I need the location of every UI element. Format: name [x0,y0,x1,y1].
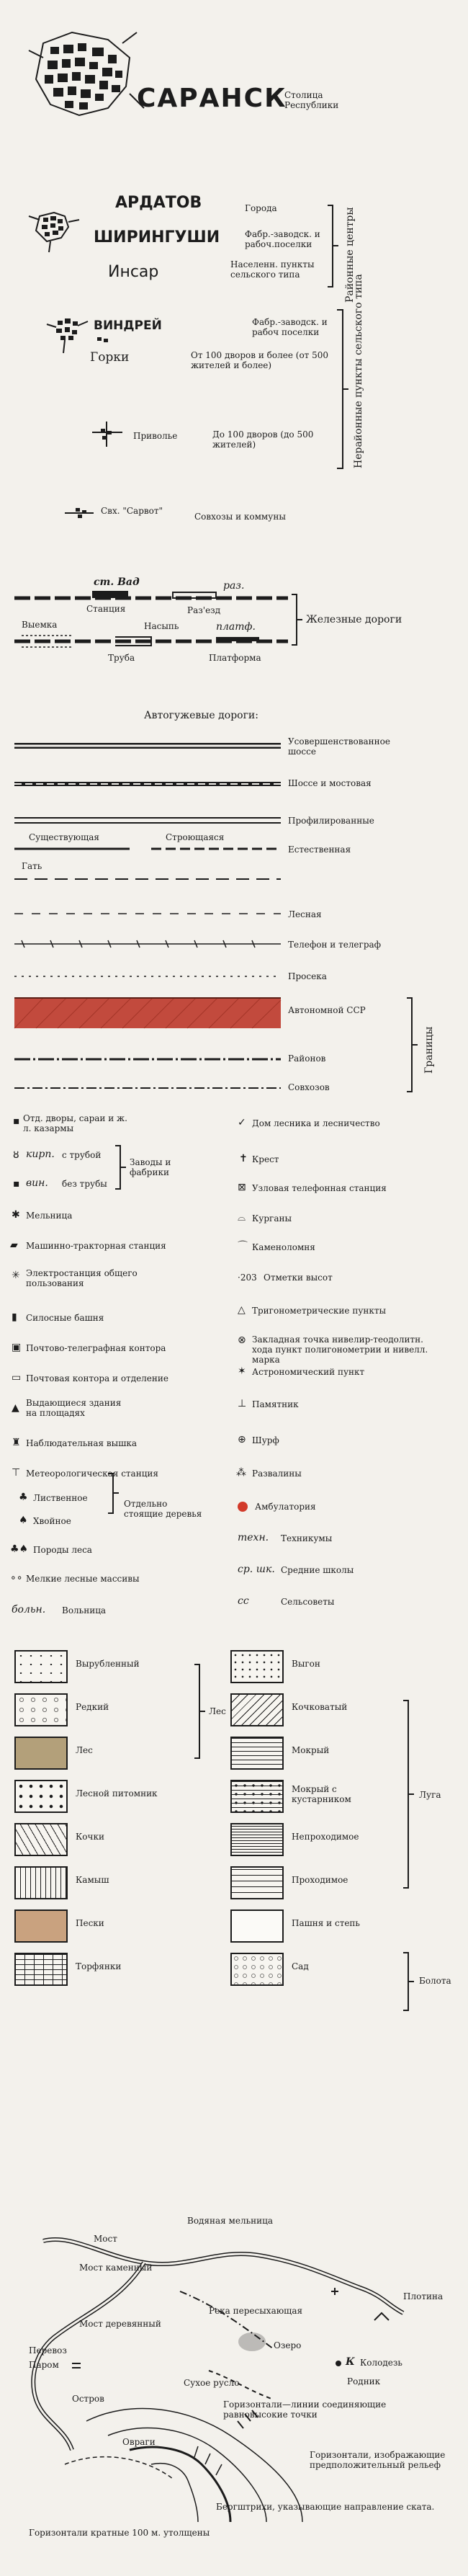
hydro-dam: Плотина [403,2291,444,2301]
railways-group-label: Железные дороги [306,614,402,625]
station-name: ст. Вад [94,576,140,588]
hydro-bergstrich: Бергштрихи, указывающие направление ската. [216,2502,435,2512]
road-symbols [14,746,281,976]
sym-hospital-abbr: больн. [12,1604,46,1615]
sym-power-station: Электростанция общего пользования [26,1268,138,1288]
border-assr: Автономной ССР [288,1005,366,1015]
sym-forest-species: Породы леса [33,1545,92,1555]
nonrayon-name-privolye: Приволье [133,431,178,441]
sym-elevation: Отметки высот [264,1273,333,1283]
sym-school: Средние школы [281,1565,354,1575]
sym-astronomic: Астрономический пункт [252,1367,365,1377]
cross-icon: ✝ [239,1153,248,1164]
veg-passable-box [230,1866,284,1899]
hydro-lake: Озеро [274,2340,302,2350]
borders-group-label: Границы [423,1026,435,1074]
trig-point-icon: △ [238,1304,246,1316]
rayon-center-symbol [29,213,79,252]
roads-title: Автогужевые дороги: [144,710,258,721]
road-gat: Гать [22,861,42,871]
veg-nursery: Лесной питомник [76,1788,158,1799]
sym-selsovet: Сельсоветы [281,1597,335,1607]
hydro-index-contours: Горизонтали кратные 100 м. утолщены [29,2528,210,2538]
sym-kurgan: Курганы [252,1213,292,1224]
hydro-drying-river: Река пересыхающая [209,2306,303,2316]
silo-icon: ▮ [12,1311,17,1323]
road-natural: Естественная [288,844,351,855]
veg-hummocks-box [14,1823,68,1856]
sovkhoz-name: Свх. "Сарвот" [101,506,163,516]
veg-group-meadows: Луга [419,1790,441,1800]
platform-name: платф. [216,621,256,633]
ruins-icon: ⁂ [236,1467,246,1479]
sym-brick: кирп. [26,1149,55,1160]
embankment-label: Насыпь [144,621,179,631]
sym-small-forest: Мелкие лесные массивы [26,1574,140,1584]
rayon-group-label: Районные центры [344,207,356,303]
sym-watchtower: Наблюдательная вышка [26,1438,138,1448]
forest-species-icon: ♣♠ [10,1543,29,1555]
sym-post-office: Почтовая контора и отделение [26,1373,169,1383]
border-rayon: Районов [288,1053,326,1064]
hydro-contours: Горизонтали—линии соединяющие равновысокие точки [223,2399,387,2420]
ambulance-icon [238,1502,248,1512]
rayon-name-ardatov: АРДАТОВ [115,194,202,212]
sym-school-abbr: ср. шк. [238,1564,275,1575]
weather-station-icon: ⊤ [12,1467,21,1479]
veg-garden: Сад [292,1961,309,1971]
veg-peat-box [14,1953,68,1986]
quarry-icon: ⌒ [238,1241,248,1252]
hydro-spring: Родник [347,2376,381,2386]
hydro-watermill: Водяная мельница [187,2216,273,2226]
veg-cleared-box [14,1650,68,1683]
border-sovkhoz: Совхозов [288,1082,330,1092]
sym-trig: Тригонометрические пункты [252,1306,387,1316]
hydro-ferry-crossing: Перевоз [29,2345,67,2356]
telephone-station-icon: ⊠ [238,1182,246,1193]
sym-with-chimney: с трубой [62,1150,102,1160]
road-profiled: Профилированные [288,816,374,826]
razezd-name: раз. [223,580,245,592]
elevation-mark-icon: ·203 [238,1273,257,1283]
road-clearing: Просека [288,971,327,981]
veg-hummocky: Кочковатый [292,1702,348,1712]
veg-wet-shrub-box [230,1780,284,1813]
sym-mill: Мельница [26,1211,73,1221]
power-station-icon: ✳ [12,1270,20,1281]
factory-chimney-icon: ȣ [13,1149,19,1161]
station-label: Станция [86,604,126,614]
sym-without-chimney: без трубы [62,1179,107,1189]
nonrayon-group-label: Нерайонные пункты сельского типа [353,274,364,468]
veg-arable-box [230,1909,284,1943]
post-telegraph-icon: ▣ [12,1342,22,1353]
veg-sparse: Редкий [76,1702,109,1712]
veg-sand-box [14,1909,68,1943]
monument-icon: ⊥ [238,1398,247,1409]
veg-passable: Проходимое [292,1875,348,1885]
shaft-icon: ⊕ [238,1434,246,1445]
hydro-dry-bed: Сухое русло [184,2378,240,2388]
sym-cross: Крест [252,1154,279,1164]
rayon-name-insar: Инсар [108,263,159,281]
veg-forest: Лес [76,1745,93,1755]
sym-single-trees: Отдельно стоящие деревья [124,1499,202,1519]
veg-reeds: Камыш [76,1875,109,1885]
nonrayon-label-small: До 100 дворов (до 500 жителей) [212,429,314,450]
rayon-label-factory: Фабр.-заводск. и рабоч.поселки [245,229,320,249]
veg-left-group: Лес [209,1706,226,1716]
hydro-wooden-bridge: Мост деревянный [79,2319,161,2329]
sym-notable-building: Выдающиеся здания на площадях [26,1398,122,1418]
culvert-label: Труба [108,653,135,663]
platform-label: Платформа [209,653,261,663]
sym-monument: Памятник [252,1399,299,1409]
nonrayon-name-gorki: Горки [90,350,130,365]
tractor-station-icon: ▰ [10,1239,18,1251]
sym-distillery: вин. [26,1177,48,1189]
nonrayon-name-vindrey: ВИНДРЕЙ [94,318,162,333]
hydro-ravines: Овраги [122,2437,156,2447]
sym-tech: Техникумы [281,1533,333,1543]
veg-sparse-box [14,1693,68,1726]
deciduous-tree-icon: ♣ [19,1492,28,1503]
veg-pasture-box [230,1650,284,1683]
veg-forest-box [14,1737,68,1770]
sovkhoz-symbol [65,508,94,518]
sym-mts: Машинно-тракторная станция [26,1241,166,1251]
forester-house-icon: ✓ [238,1117,246,1128]
small-forest-icon: ∘∘ [10,1572,23,1584]
veg-reeds-box [14,1866,68,1899]
rayon-label-cities: Города [245,203,277,213]
hydro-approx-contours: Горизонтали, изображающие предположительный рельеф [310,2450,446,2470]
sym-conifer: Хвойное [33,1516,71,1526]
watchtower-icon: ♜ [12,1437,21,1448]
road-existing: Существующая [29,832,100,842]
conifer-tree-icon: ♠ [19,1515,28,1526]
rayon-label-rural: Населенн. пункты сельского типа [230,259,315,280]
capital-name: САРАНСК [137,84,287,113]
rayon-name-shiringushi: ШИРИНГУШИ [94,228,220,246]
veg-group-swamps: Болота [419,1976,451,1986]
sym-hospital: Вольница [62,1605,107,1615]
hydro-ferry: Паром [29,2360,59,2370]
road-under-construction: Строющаяся [166,832,225,842]
veg-sand: Пески [76,1918,104,1928]
factory-icon: ▪ [13,1178,20,1190]
sym-silo: Силосные башня [26,1313,104,1323]
veg-wet: Мокрый [292,1745,330,1755]
road-telephone: Телефон и телеграф [288,940,382,950]
sym-selsovet-abbr: сс [238,1595,249,1607]
sym-weather: Метеорологическая станция [26,1469,158,1479]
notable-building-icon: ▲ [12,1402,19,1414]
capital-label: Столица Республики [284,90,339,110]
veg-arable: Пашня и степь [292,1918,360,1928]
sym-ambulance: Амбулатория [255,1502,316,1512]
sym-quarry: Каменоломня [252,1242,315,1252]
astronomic-point-icon: ✶ [238,1365,246,1377]
hydro-island: Остров [72,2394,104,2404]
veg-nursery-box [14,1780,68,1813]
nonrayon-label-factory: Фабр.-заводск. и рабоч поселки [252,317,328,337]
sym-factories: Заводы и фабрики [130,1157,171,1177]
benchmark-icon: ⊗ [238,1334,246,1346]
hydro-well: Колодезь [360,2358,402,2368]
small-village-symbol [92,422,122,447]
razezd-label: Раз'езд [187,605,221,615]
sym-post-telegraph: Почтово-телеграфная контора [26,1343,166,1353]
houses-icon: ▪ [13,1115,20,1127]
veg-impassable: Непроходимое [292,1832,359,1842]
veg-hummocks: Кочки [76,1832,104,1842]
road-highway: Шоссе и мостовая [288,778,372,788]
veg-cleared: Вырубленный [76,1659,140,1669]
road-improved: Усовершенствованное шоссе [288,736,390,757]
post-office-icon: ▭ [12,1372,22,1383]
railway-symbols [14,591,302,647]
veg-wet-box [230,1737,284,1770]
veg-hummocky-box [230,1693,284,1726]
sovkhoz-label: Совхозы и коммуны [194,512,286,522]
veg-pasture: Выгон [292,1659,320,1669]
veg-impassable-box [230,1823,284,1856]
mill-icon: ✱ [12,1209,20,1221]
hydro-stone-bridge: Мост каменный [79,2263,153,2273]
sym-shaft: Шурф [252,1435,279,1445]
cut-label: Выемка [22,620,58,630]
kurgan-icon: ⌓ [238,1212,246,1224]
sym-ruins: Развалины [252,1469,302,1479]
sym-telephone: Узловая телефонная станция [252,1183,387,1193]
road-forest: Лесная [288,909,322,919]
sym-forester: Дом лесника и лесничество [252,1118,380,1128]
sym-houses: Отд. дворы, сараи и ж. л. казармы [23,1113,127,1133]
sym-benchmark: Закладная точка нивелир-теодолитн. хода пункт полигонометрии и нивелл. марка [252,1334,428,1365]
hydro-bridge: Мост [94,2234,117,2244]
hydro-well-mark: К [346,2356,355,2368]
sym-deciduous: Лиственное [33,1493,88,1503]
capital-city-symbol [29,32,144,115]
sym-tech-abbr: техн. [238,1532,269,1543]
nonrayon-label-large: От 100 дворов и более (от 500 жителей и более) [191,350,329,370]
veg-wet-shrub: Мокрый с кустарником [292,1784,351,1804]
veg-peat: Торфянки [76,1961,122,1971]
veg-garden-box [230,1953,284,1986]
